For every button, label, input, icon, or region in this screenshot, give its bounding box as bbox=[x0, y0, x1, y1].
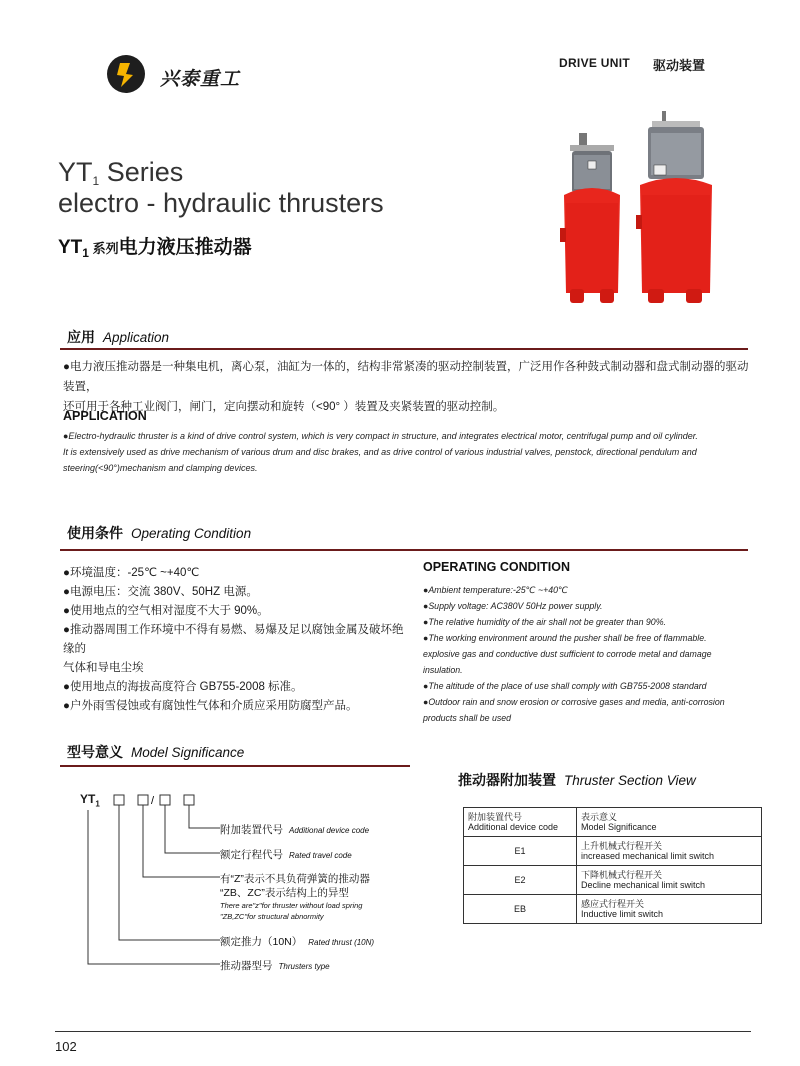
drive-unit-en: DRIVE UNIT bbox=[559, 56, 631, 70]
operating-rule bbox=[60, 549, 748, 551]
operating-cn-list: ●环境温度：-25℃ ~+40℃ ●电源电压：交流 380V、50HZ 电源。 ●使用地点的空气相对湿度不大于 90%。 ●推动器周围工作环境中不得有易燃、易爆及足以腐蚀金属及破坏绝缘的 气体和导电尘埃 ●使用地点的海拔高度符合 GB755-2008 标准。 ●户外雨雪侵蚀或有腐蚀性气体和介质应采用防腐型产品。 bbox=[63, 567, 404, 712]
table-row bbox=[464, 866, 762, 895]
table-cell-code: E2 bbox=[464, 866, 577, 895]
model-diagram-lines bbox=[80, 790, 230, 970]
model-label-type: 推动器型号 Thrusters type bbox=[220, 960, 330, 972]
footer-rule bbox=[55, 1031, 751, 1032]
application-cn-text: ●电力液压推动器是一种集电机，离心泵，油缸为一体的，结构非常紧凑的驱动控制装置，广泛用作各种鼓式制动器和盘式制动器的驱动装置， 还可用于各种工业阀门，闸门，定向摆动和旋转（<90° ）装置及夹紧装置的驱动控制。 bbox=[63, 361, 749, 413]
title-series: $YT_1$ Series bbox=[58, 157, 184, 188]
model-label-zb: “ZB、ZC”表示结构上的异型 bbox=[220, 887, 349, 899]
model-label-travel: 额定行程代号 Rated travel code bbox=[220, 849, 352, 861]
section-view-table bbox=[463, 807, 762, 924]
application-heading: 应用 Application bbox=[67, 329, 170, 345]
table-cell-significance: 下降机械式行程开关 Decline mechanical limit switch bbox=[577, 866, 762, 895]
model-heading: 型号意义 Model Significance bbox=[67, 744, 245, 760]
section-view-heading: 推动器附加装置 Thruster Section View bbox=[458, 772, 696, 788]
drive-unit-cn: 驱动装置 bbox=[653, 58, 706, 73]
table-cell-significance: 上升机械式行程开关 increased mechanical limit switch bbox=[577, 837, 762, 866]
svg-text:/: / bbox=[151, 795, 155, 807]
table-header-code: 附加装置代号 Additional device code bbox=[464, 808, 577, 837]
application-en-heading: APPLICATION bbox=[63, 409, 147, 423]
model-label-z: 有“Z”表示不具负荷弹簧的推动器 bbox=[220, 873, 370, 885]
operating-heading: 使用条件 Operating Condition bbox=[67, 525, 252, 541]
company-name: 兴泰重工 bbox=[160, 69, 241, 90]
operating-en-heading: OPERATING CONDITION bbox=[423, 560, 570, 574]
title-cn: $YT_1$ 系列电力液压推动器 bbox=[58, 237, 252, 260]
model-label-z-en: There are"z"for thruster without load spring "ZB,ZC"for structural abnormity bbox=[220, 901, 363, 921]
table-row bbox=[464, 837, 762, 866]
title-description: electro - hydraulic thrusters bbox=[58, 188, 384, 218]
application-rule bbox=[60, 348, 748, 350]
model-label-thrust: 额定推力（10N） Rated thrust (10N) bbox=[220, 936, 375, 948]
application-en-text: ●Electro-hydraulic thruster is a kind of drive control system, which is very compact in structure, and integrates electrical motor, centrifugal pump and oil cylinder. It is extensively used as drive mechanism of various drum and disc brakes, and as drive control of various industrial valves, penstock, directional pendulum and steering(<90°)mechanism and clamping devices. bbox=[63, 431, 698, 473]
table-cell-significance: 感应式行程开关 Inductive limit switch bbox=[577, 895, 762, 924]
thruster-product-image bbox=[552, 103, 712, 313]
table-row bbox=[464, 895, 762, 924]
model-label-additional: 附加装置代号 Additional device code bbox=[220, 824, 370, 836]
table-cell-code: E1 bbox=[464, 837, 577, 866]
model-rule bbox=[60, 765, 410, 767]
operating-en-list: ●Ambient temperature:-25℃ ~+40℃ ●Supply voltage: AC380V 50Hz power supply. ●The relative humidity of the air shall not be greater than 90%. ●The working environment around the pusher shall be free of flammable. explosive gas and conductive dust sufficient to corrode metal and damage insulation. ●The altitude of the place of use shall comply with GB755-2008 standard ●Outdoor rain and snow erosion or corrosive gases and media, anti-corrosion products shall be used bbox=[423, 585, 725, 723]
company-logo-icon bbox=[106, 54, 146, 94]
table-header-row bbox=[464, 808, 762, 837]
page-number: 102 bbox=[55, 1039, 77, 1054]
model-code: $YT_1$ bbox=[80, 792, 100, 809]
table-header-significance: 表示意义 Model Significance bbox=[577, 808, 762, 837]
table-cell-code: EB bbox=[464, 895, 577, 924]
